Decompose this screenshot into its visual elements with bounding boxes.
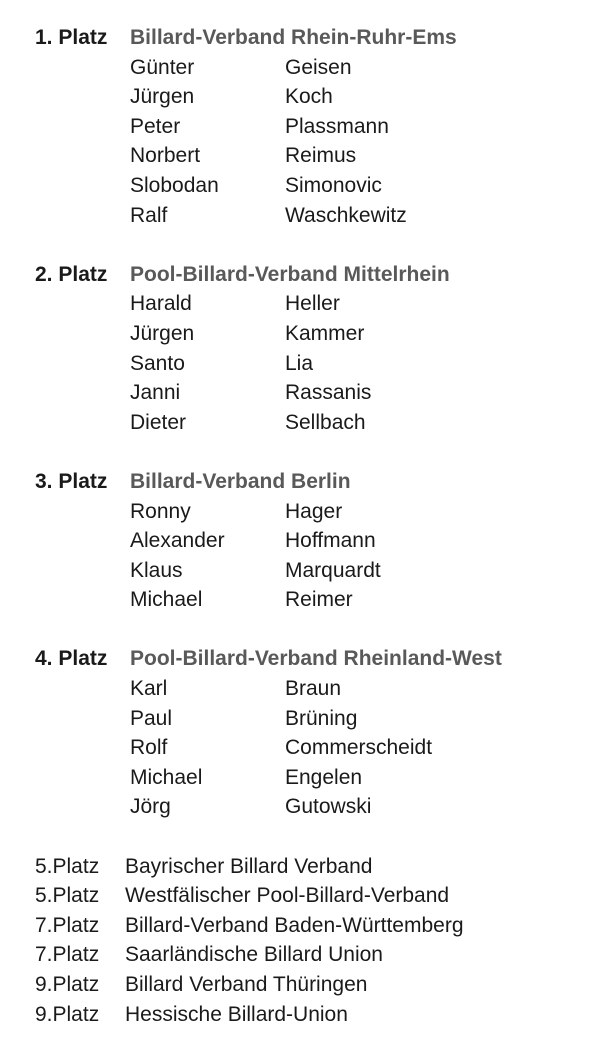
player-last-name: Geisen [285, 55, 352, 79]
team-name: Bayrischer Billard Verband [125, 854, 373, 878]
rank-spacer [35, 53, 130, 83]
player-last-name: Hoffmann [285, 529, 376, 553]
player-last-name: Reimus [285, 144, 357, 168]
player-first-name: Harald [130, 292, 192, 316]
placement-section-1 [35, 23, 600, 230]
player-row [35, 141, 600, 171]
placement-section-3 [35, 467, 600, 615]
player-row [35, 763, 600, 793]
player-row [35, 733, 600, 763]
rank-spacer [35, 556, 130, 586]
player-last-name: Simonovic [285, 173, 382, 197]
player-last-name: Brüning [285, 706, 358, 730]
rank-label: 5.Platz [35, 884, 100, 908]
player-last-name: Koch [285, 85, 333, 109]
player-last-name: Marquardt [285, 558, 381, 582]
rank-label: 1. Platz [35, 26, 108, 49]
team-name: Westfälischer Pool-Billard-Verband [125, 884, 450, 908]
placement-row [35, 940, 600, 970]
placement-row [35, 1000, 600, 1030]
rank-label: 3. Platz [35, 469, 108, 493]
player-row [35, 585, 600, 615]
player-last-name: Reimer [285, 588, 353, 612]
rank-label: 4. Platz [35, 647, 108, 671]
player-last-name: Plassmann [285, 114, 389, 138]
player-last-name: Heller [285, 292, 340, 316]
team-name: Saarländische Billard Union [125, 943, 383, 967]
rank-spacer [35, 733, 130, 763]
player-first-name: Janni [130, 381, 181, 405]
rank-spacer [35, 763, 130, 793]
team-name: Billard-Verband Berlin [130, 469, 351, 493]
rank-spacer [35, 319, 130, 349]
player-first-name: Norbert [130, 144, 201, 168]
placement-row [35, 881, 600, 911]
rank-spacer [35, 704, 130, 734]
player-first-name: Rolf [130, 736, 168, 760]
rank-spacer [35, 141, 130, 171]
player-row [35, 289, 600, 319]
player-last-name: Hager [285, 499, 343, 523]
rank-spacer [35, 526, 130, 556]
rank-spacer [35, 289, 130, 319]
player-first-name: Jürgen [130, 321, 195, 345]
player-row [35, 319, 600, 349]
placement-row [35, 852, 600, 882]
player-first-name: Santo [130, 351, 185, 375]
player-row [35, 349, 600, 379]
player-last-name: Braun [285, 677, 342, 701]
player-first-name: Karl [130, 677, 168, 701]
player-first-name: Alexander [130, 529, 225, 553]
player-row [35, 378, 600, 408]
rank-spacer [35, 82, 130, 112]
player-last-name: Sellbach [285, 410, 366, 434]
player-last-name: Kammer [285, 321, 365, 345]
placement-header-row [35, 467, 600, 497]
player-first-name: Jörg [130, 795, 171, 819]
rank-spacer [35, 349, 130, 379]
player-row [35, 53, 600, 83]
player-first-name: Dieter [130, 410, 187, 434]
rank-spacer [35, 674, 130, 704]
rank-spacer [35, 497, 130, 527]
player-first-name: Slobodan [130, 173, 219, 197]
player-first-name: Peter [130, 114, 181, 138]
placement-section-4 [35, 644, 600, 822]
team-name: Pool-Billard-Verband Mittelrhein [130, 262, 450, 286]
player-row [35, 408, 600, 438]
player-row [35, 112, 600, 142]
placement-header-row [35, 260, 600, 290]
player-last-name: Commerscheidt [285, 736, 433, 760]
team-name: Hessische Billard-Union [125, 1002, 348, 1026]
rank-label: 9.Platz [35, 1002, 100, 1026]
player-first-name: Klaus [130, 558, 183, 582]
placement-row [35, 970, 600, 1000]
player-last-name: Waschkewitz [285, 203, 407, 227]
player-row [35, 201, 600, 231]
rank-spacer [35, 171, 130, 201]
rank-label: 5.Platz [35, 854, 100, 878]
player-first-name: Paul [130, 706, 173, 730]
rank-label: 7.Platz [35, 913, 100, 937]
team-name: Pool-Billard-Verband Rheinland-West [130, 647, 502, 671]
rank-spacer [35, 201, 130, 231]
rank-spacer [35, 408, 130, 438]
rank-label: 7.Platz [35, 943, 100, 967]
player-row [35, 526, 600, 556]
rank-spacer [35, 585, 130, 615]
player-row [35, 171, 600, 201]
team-name: Billard-Verband Rhein-Ruhr-Ems [130, 26, 457, 49]
player-row [35, 82, 600, 112]
team-name: Billard-Verband Baden-Württemberg [125, 913, 464, 937]
player-first-name: Ralf [130, 203, 168, 227]
player-first-name: Michael [130, 765, 203, 789]
player-first-name: Ronny [130, 499, 191, 523]
player-row [35, 704, 600, 734]
rank-spacer [35, 112, 130, 142]
player-first-name: Jürgen [130, 85, 195, 109]
rank-label: 9.Platz [35, 973, 100, 996]
player-last-name: Lia [285, 351, 314, 375]
rank-label: 2. Platz [35, 262, 108, 286]
player-row [35, 556, 600, 586]
team-name: Billard Verband Thüringen [125, 973, 368, 996]
rank-spacer [35, 792, 130, 822]
rank-spacer [35, 378, 130, 408]
placement-header-row [35, 644, 600, 674]
player-first-name: Günter [130, 55, 195, 79]
player-first-name: Michael [130, 588, 203, 612]
player-last-name: Rassanis [285, 381, 372, 405]
player-last-name: Gutowski [285, 795, 372, 819]
player-row [35, 792, 600, 822]
player-row [35, 497, 600, 527]
player-row [35, 674, 600, 704]
placement-row [35, 911, 600, 941]
placement-section-2 [35, 260, 600, 438]
other-placements-list [35, 852, 600, 1030]
player-last-name: Engelen [285, 765, 363, 789]
placement-header-row [35, 23, 600, 53]
